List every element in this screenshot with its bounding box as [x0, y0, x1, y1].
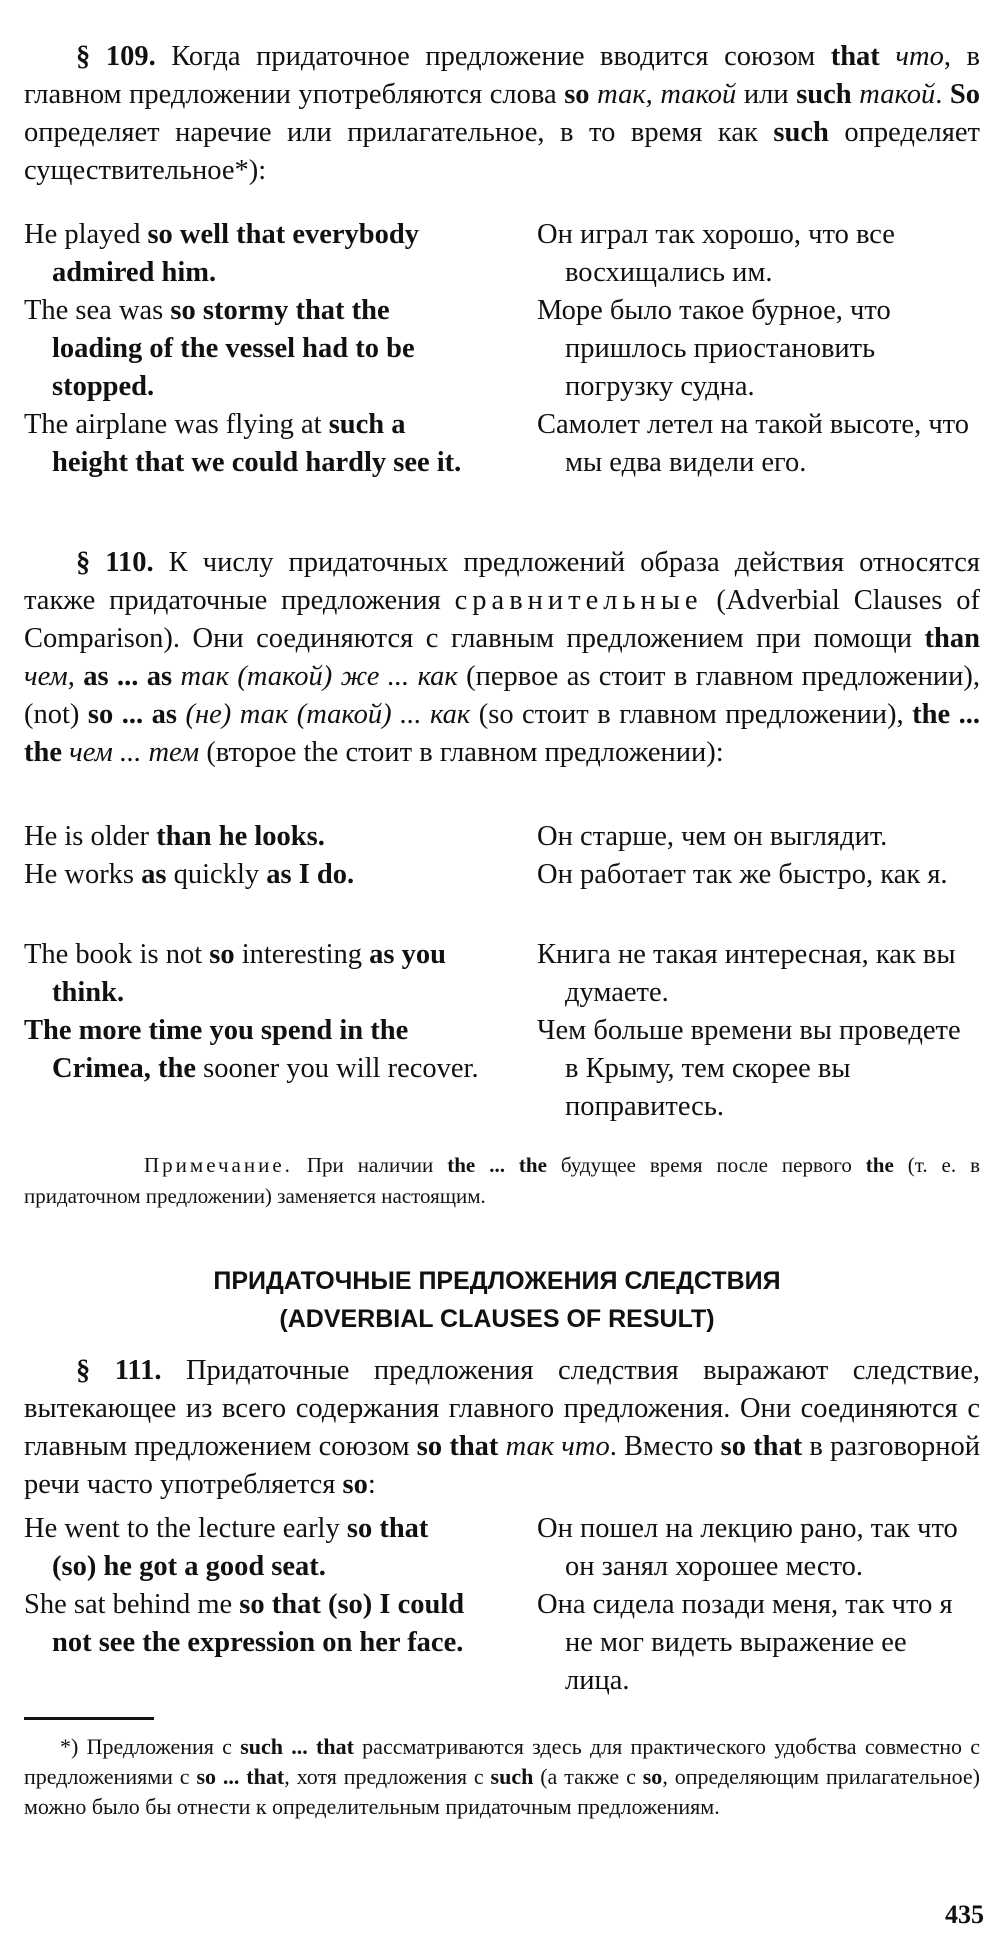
english-example [24, 216, 479, 292]
translation: чем [24, 661, 68, 692]
note-text: При наличии [292, 1153, 448, 1177]
section-number: § 110. [76, 547, 154, 578]
translation: (не) так (такой) ... как [185, 699, 471, 730]
example-key: so that (so) I could not see the expression on her face. [52, 1589, 465, 1658]
keyword: such [796, 79, 852, 110]
spaced-term: сравнительные [454, 585, 703, 616]
example-key: as [141, 859, 167, 890]
translation: так (такой) же ... как [180, 661, 458, 692]
keyword: so that [720, 1431, 803, 1462]
example-row [24, 856, 980, 894]
translation: так, такой [597, 79, 737, 110]
example-key: such a height that we could hardly see it. [52, 409, 462, 478]
english-example [24, 406, 479, 482]
text: Когда придаточное предложение вводится союзом [155, 41, 831, 72]
text: определяет существительное*): [24, 117, 980, 186]
note-key: the ... the [447, 1153, 547, 1177]
english-example [24, 936, 479, 1012]
text: : [367, 1469, 376, 1500]
english-example [24, 818, 479, 856]
example-text: He went to the lecture early [24, 1513, 347, 1544]
russian-translation: Он играл так хорошо, что все восхищались им. [537, 219, 895, 288]
note-label: Примечание. [144, 1153, 293, 1177]
footnote-key: so [642, 1764, 663, 1789]
translation: такой [859, 79, 936, 110]
text: в разговорной речи часто употребляется [24, 1431, 980, 1500]
note [24, 1150, 980, 1212]
text: Придаточные предложения следствия выражают следствие, вытекающее из всего содержания главного предложения. Они соединяются с главным предложением союзом [24, 1355, 980, 1462]
text: (so стоит в главном предложении), [470, 699, 913, 730]
russian-translation: Он пошел на лекцию рано, так что он занял хорошее место. [537, 1513, 958, 1582]
footnote-key: so ... that [196, 1764, 285, 1789]
example-row [24, 1586, 980, 1700]
translation: так что [505, 1431, 610, 1462]
footnote-key: such [490, 1764, 534, 1789]
example-row [24, 406, 980, 482]
russian-translation: Море было такое бурное, что пришлось приостановить погрузку судна. [537, 295, 891, 402]
example-text: interesting [234, 939, 370, 970]
english-example [24, 1586, 479, 1700]
russian-translation: Книга не такая интересная, как вы думаете. [537, 939, 956, 1008]
footnote-text: , определяющим прилагательное) можно было бы отнести к определительным придаточным предложениям. [24, 1764, 980, 1819]
example-key: so stormy that the loading of the vessel had to be stopped. [52, 295, 415, 402]
text: (первое as стоит в главном предложении), (not) [24, 661, 981, 730]
text: или [736, 79, 797, 110]
keyword: the ... the [24, 699, 981, 768]
example-text: He is older [24, 821, 157, 852]
example-text: She sat behind me [24, 1589, 240, 1620]
text: (второе the стоит в главном предложении): [199, 737, 724, 768]
paragraph-111 [24, 1352, 980, 1504]
section-subheading: (ADVERBIAL CLAUSES OF RESULT) [279, 1305, 715, 1333]
keyword: that [830, 41, 880, 72]
russian-translation: Самолет летел на такой высоте, что мы едва видели его. [537, 409, 969, 478]
keyword: so that [416, 1431, 499, 1462]
text: , в главном предложении употребляются слова [24, 41, 981, 110]
russian-translation: Чем больше времени вы проведете в Крыму, тем скорее вы поправитесь. [537, 1015, 961, 1122]
paragraph-110 [24, 544, 980, 772]
paragraph-109 [24, 38, 980, 190]
russian-translation: Он работает так же быстро, как я. [537, 859, 948, 890]
section-heading: ПРИДАТОЧНЫЕ ПРЕДЛОЖЕНИЯ СЛЕДСТВИЯ [213, 1267, 781, 1295]
example-row [24, 292, 980, 406]
example-row [24, 216, 980, 292]
text: определяет наречие или прилагательное, в то время как [24, 117, 774, 148]
example-row [24, 936, 980, 1012]
footnote-text: , хотя предложения с [284, 1764, 491, 1789]
translation: чем ... тем [69, 737, 200, 768]
section-number: § 111. [76, 1355, 162, 1386]
example-text: The book is not [24, 939, 210, 970]
russian-translation: Она сидела позади меня, так что я не мог видеть выражение ее лица. [537, 1589, 953, 1696]
note-text: (т. е. в придаточном предложении) заменяется настоящим. [24, 1153, 981, 1208]
english-example [24, 292, 479, 406]
example-text: sooner you will recover. [196, 1053, 479, 1084]
example-key: as you think. [52, 939, 446, 1008]
russian-translation: Он старше, чем он выглядит. [537, 821, 888, 852]
keyword: so ... as [87, 699, 177, 730]
footnote-text: рассматриваются здесь для практического удобства совместно с предложениями с [24, 1734, 981, 1789]
example-key: than he looks. [156, 821, 325, 852]
keyword: than [924, 623, 980, 654]
note-text: будущее время после первого [546, 1153, 866, 1177]
footnote-key: such ... that [240, 1734, 354, 1759]
example-text: The sea was [24, 295, 171, 326]
keyword: So [949, 79, 981, 110]
footnote-divider [24, 1717, 154, 1720]
example-text: He works [24, 859, 142, 890]
example-text: The airplane was flying at [24, 409, 329, 440]
keyword: so [564, 79, 590, 110]
text: (Adverbial Clauses of Comparison). Они соединяются с главным предложением при помощи [24, 585, 980, 654]
text: . Вместо [609, 1431, 721, 1462]
english-example [24, 856, 479, 894]
example-key: so well that everybody admired him. [52, 219, 419, 288]
text: К числу придаточных предложений образа действия относятся также придаточные предложения [24, 547, 980, 616]
note-key: the [865, 1153, 894, 1177]
footnote-text: (а также с [533, 1764, 643, 1789]
example-key: as I do. [266, 859, 355, 890]
example-key: The more time you spend in the Crimea, the [24, 1015, 409, 1084]
example-row [24, 1012, 980, 1126]
example-text: quickly [166, 859, 267, 890]
example-row [24, 1510, 980, 1586]
text: , [67, 661, 84, 692]
example-key: so that (so) he got a good seat. [52, 1513, 429, 1582]
keyword: such [773, 117, 829, 148]
keyword: so [342, 1469, 368, 1500]
example-text: He played [24, 219, 148, 250]
keyword: as ... as [83, 661, 173, 692]
footnote-text: *) Предложения с [60, 1734, 241, 1759]
english-example [24, 1510, 479, 1586]
english-example [24, 1012, 479, 1126]
text: . [935, 79, 950, 110]
footnote [24, 1732, 980, 1822]
section-number: § 109. [76, 41, 156, 72]
page-number: 435 [945, 1900, 984, 1929]
example-row [24, 818, 980, 856]
translation: что [895, 41, 944, 72]
example-key: so [209, 939, 235, 970]
